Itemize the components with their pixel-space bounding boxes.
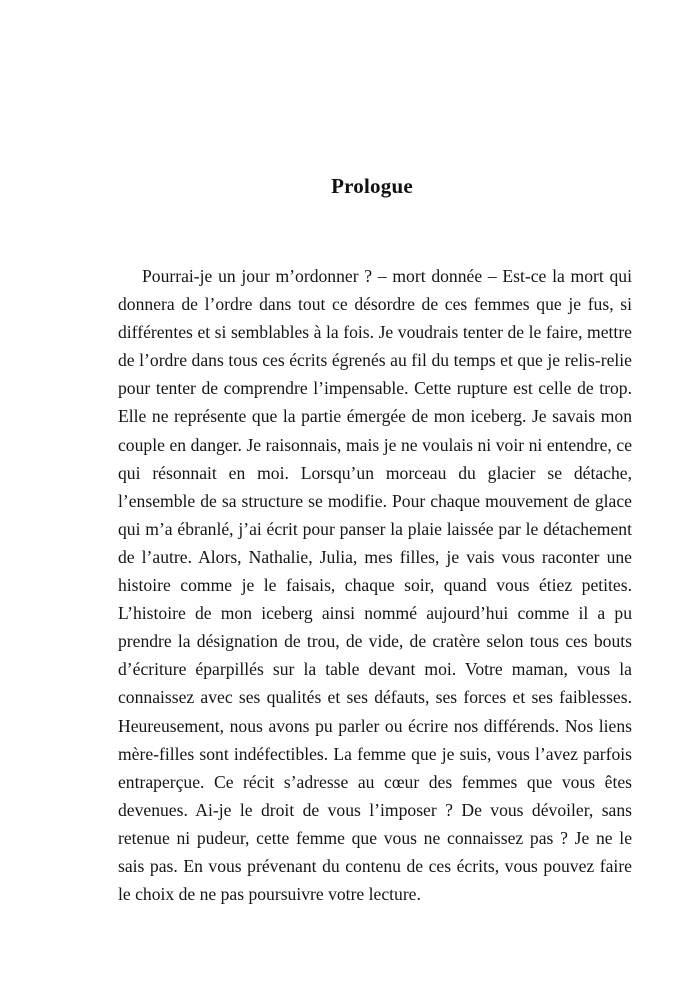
page-title: Prologue <box>331 174 413 198</box>
body-paragraph: Pourrai-je un jour m’ordonner ? – mort donnée – Est-ce la mort qui donnera de l’ordre dans tout ce désordre de ces femmes que je fus, si différentes et si semblables à la fois. Je voudrais tenter de le faire, mettre de l’ordre dans tous ces écrits égrenés au fil du temps et que je relis-relie pour tenter de comprendre l’impensable. Cette rupture est celle de trop. Elle ne représente que la partie émergée de mon iceberg. Je savais mon couple en danger. Je raisonnais, mais je ne voulais ni voir ni entendre, ce qui résonnait en moi. Lorsqu’un morceau du glacier se détache, l’ensemble de sa structure se modifie. Pour chaque mouvement de glace qui m’a ébranlé, j’ai écrit pour panser la plaie laissée par le détachement de l’autre. Alors, Nathalie, Julia, mes filles, je vais vous raconter une histoire comme je le faisais, chaque soir, quand vous étiez petites. L’histoire de mon iceberg ainsi nommé aujourd’hui comme il a pu prendre la désignation de trou, de vide, de cratère selon tous ces bouts d’écriture éparpillés sur la table devant moi. Votre maman, vous la connaissez avec ses qualités et ses défauts, ses forces et ses faiblesses. Heureusement, nous avons pu parler ou écrire nos différends. Nos liens mère-filles sont indéfectibles. La femme que je suis, vous l’avez parfois entraperçue. Ce récit s’adresse au cœur des femmes que vous êtes devenues. Ai-je le droit de vous l’imposer ? De vous dévoiler, sans retenue ni pudeur, cette femme que vous ne connaissez pas ? Je ne le sais pas. En vous prévenant du contenu de ces écrits, vous pouvez faire le choix de ne pas poursuivre votre lecture. <box>118 266 632 905</box>
